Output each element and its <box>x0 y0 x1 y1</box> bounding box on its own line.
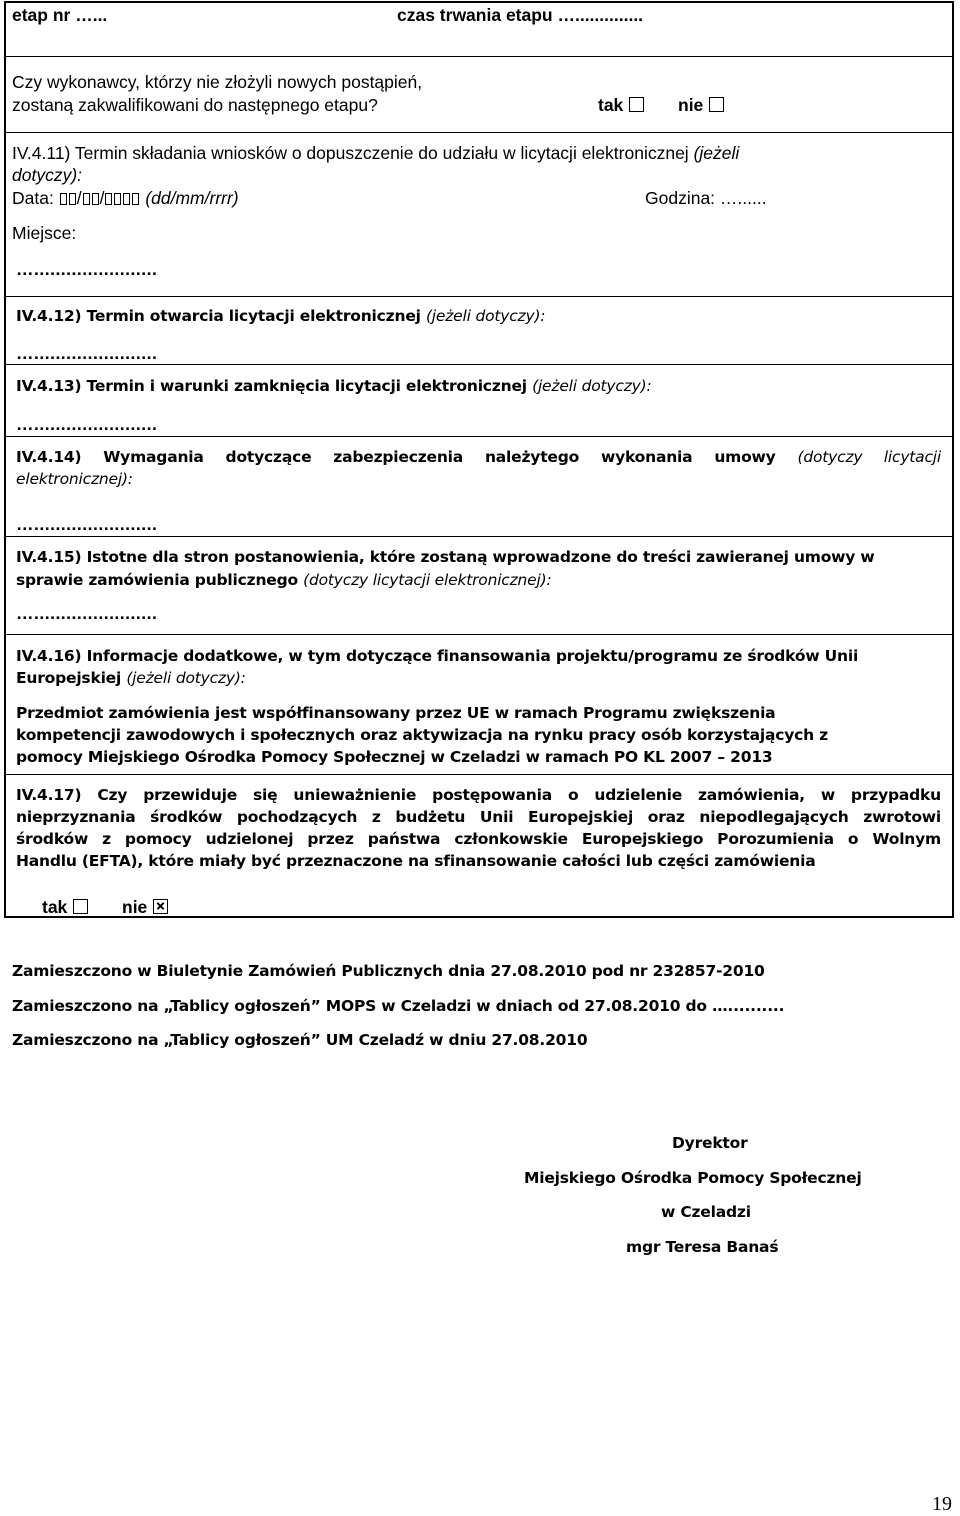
section-14-italic: (dotyczy licytacji <box>797 448 942 466</box>
publication-bzp: Zamieszczono w Biuletynie Zamówień Publicznych dnia 27.08.2010 pod nr 232857-2010 <box>12 962 765 980</box>
section-13-dots: …....................... <box>16 414 158 434</box>
czas-trwania-etapu: czas trwania etapu ….............. <box>397 5 644 25</box>
godzina: Godzina: …...... <box>645 188 767 208</box>
page-number: 19 <box>932 1493 952 1515</box>
section-16-body-2: kompetencji zawodowych i społecznych oraz aktywizacja na rynku pracy osób korzystających z <box>16 726 828 744</box>
section-16-body-3: pomocy Miejskiego Ośrodka Pomocy Społecznej w Czeladzi w ramach PO KL 2007 – 2013 <box>16 748 773 766</box>
publication-mops: Zamieszczono na „Tablicy ogłoszeń” MOPS w Czeladzi w dniach od 27.08.2010 do ….......... <box>12 997 785 1015</box>
section-14-dots: …....................... <box>16 514 158 534</box>
publication-um: Zamieszczono na „Tablicy ogłoszeń” UM Czeladź w dniu 27.08.2010 <box>12 1031 588 1049</box>
separator <box>4 774 954 775</box>
section-11-line-1: IV.4.11) Termin składania wniosków o dopuszczenie do udziału w licytacji elektronicznej <box>12 143 689 163</box>
section-17-nie-checkbox-checked[interactable] <box>153 899 168 914</box>
section-11-line-2: dotyczy): <box>12 165 83 185</box>
separator <box>4 536 954 537</box>
signature-org: Miejskiego Ośrodka Pomocy Społecznej <box>524 1169 862 1187</box>
miejsce-dots: …....................... <box>16 259 158 279</box>
section-13-label: IV.4.13) Termin i warunki zamknięcia licytacji elektronicznej <box>16 377 527 395</box>
section-11-italic: (jeżeli <box>693 143 740 163</box>
section-16-line-1: IV.4.16) Informacje dodatkowe, w tym dotyczące finansowania projektu/programu ze środków Unii <box>16 647 859 665</box>
section-13-italic: (jeżeli dotyczy): <box>532 377 652 395</box>
section-17-line-3: środków z pomocy udzielonej przez państwa członkowskie Europejskiego Porozumienia o Wolnym <box>16 830 941 848</box>
section-16-label: Europejskiej <box>16 669 122 687</box>
section-17-tak-label: tak <box>42 897 68 917</box>
section-12-italic: (jeżeli dotyczy): <box>425 307 546 325</box>
nie-label: nie <box>678 95 704 115</box>
tak-checkbox[interactable] <box>629 97 644 112</box>
section-11-title <box>12 142 739 164</box>
section-12-label: IV.4.12) Termin otwarcia licytacji elektronicznej <box>16 307 421 325</box>
section-14-title <box>16 446 941 468</box>
question-line-2: zostaną zakwalifikowani do następnego etapu? <box>12 95 378 115</box>
miejsce-label: Miejsce: <box>12 223 77 243</box>
tak-label: tak <box>598 95 624 115</box>
etap-nr: etap nr …... <box>12 5 108 25</box>
nie-option <box>678 94 724 116</box>
section-17-line-1: IV.4.17) Czy przewiduje się unieważnienie postępowania o udzielenie zamówienia, w przypadku <box>16 786 941 804</box>
data-label: Data: <box>12 188 54 208</box>
signature-title: Dyrektor <box>672 1134 748 1152</box>
separator <box>4 436 954 437</box>
section-16-body-1: Przedmiot zamówienia jest współfinansowany przez UE w ramach Programu zwiększenia <box>16 704 776 722</box>
date-row <box>12 187 239 209</box>
section-17-tak-option <box>42 896 88 918</box>
section-14-label: IV.4.14) Wymagania dotyczące zabezpieczenia należytego wykonania umowy <box>16 448 776 466</box>
date-boxes[interactable]: / / <box>59 188 141 208</box>
question-line-1: Czy wykonawcy, którzy nie złożyli nowych postąpień, <box>12 72 423 92</box>
section-17-nie-label: nie <box>122 897 148 917</box>
section-17-tak-checkbox[interactable] <box>73 899 88 914</box>
separator <box>4 634 954 635</box>
separator <box>4 56 954 57</box>
section-16-italic: (jeżeli dotyczy): <box>126 669 246 687</box>
section-12-dots: …....................... <box>16 343 158 363</box>
separator <box>4 132 954 133</box>
section-15-line-1: IV.4.15) Istotne dla stron postanowienia, które zostaną wprowadzone do treści zawieranej umowy w <box>16 548 875 566</box>
section-15-line-2 <box>16 569 552 591</box>
separator <box>4 364 954 365</box>
section-14-line-2: elektronicznej): <box>16 470 133 488</box>
section-17-nie-option <box>122 896 168 918</box>
signature-city: w Czeladzi <box>661 1203 751 1221</box>
date-format: (dd/mm/rrrr) <box>145 188 239 208</box>
section-12-title <box>16 305 545 327</box>
section-15-italic: (dotyczy licytacji elektronicznej): <box>303 571 552 589</box>
nie-checkbox[interactable] <box>709 97 724 112</box>
section-16-line-2 <box>16 667 246 689</box>
signature-name: mgr Teresa Banaś <box>626 1238 779 1256</box>
separator <box>4 296 954 297</box>
section-17-line-2: nieprzyznania środków pochodzących z budżetu Unii Europejskiej oraz niepodlegających zwrotowi <box>16 808 941 826</box>
tak-option <box>598 94 644 116</box>
section-15-label: sprawie zamówienia publicznego <box>16 571 298 589</box>
section-13-title <box>16 375 651 397</box>
section-17-line-4: Handlu (EFTA), które miały być przeznaczone na sfinansowanie całości lub części zamówienia <box>16 852 816 870</box>
section-15-dots: …....................... <box>16 603 158 623</box>
